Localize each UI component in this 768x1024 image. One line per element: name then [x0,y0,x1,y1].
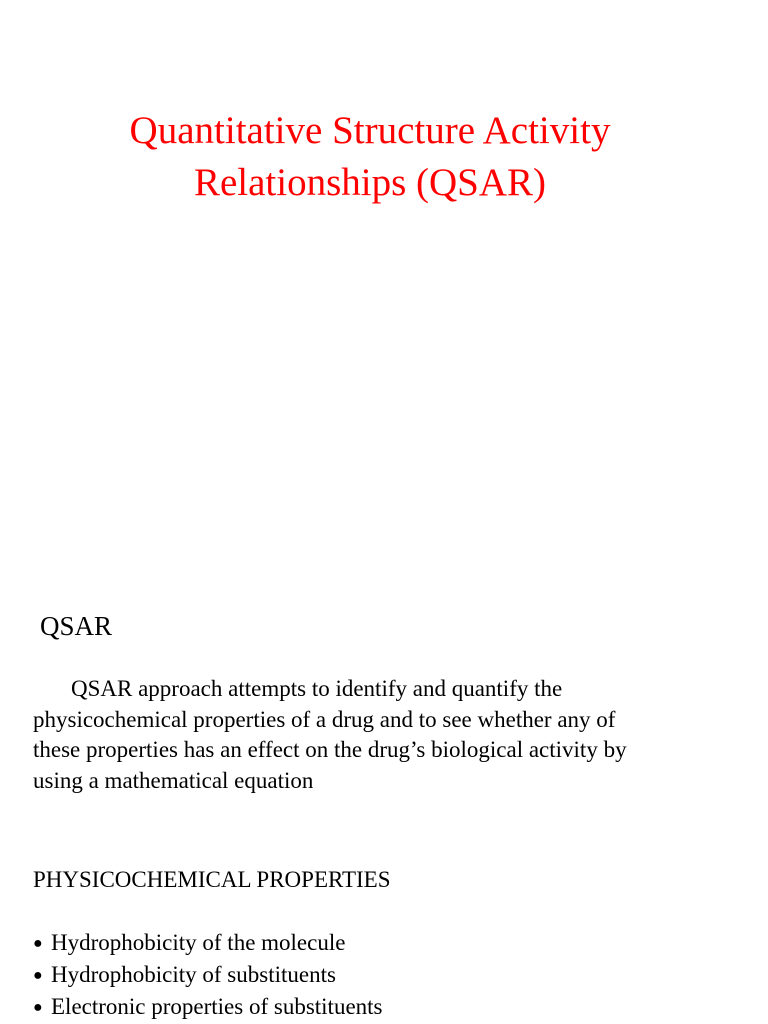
bullet-icon: ● [33,935,43,952]
description-line-3: these properties has an effect on the drug’s biological activity by [33,737,627,762]
list-item [33,927,383,959]
bullet-icon: ● [33,967,43,984]
list-item [33,991,383,1023]
properties-list [33,927,383,1023]
list-item-text: Hydrophobicity of substituents [51,962,336,987]
slide-title-line-2: Relationships (QSAR) [193,161,547,204]
properties-heading: PHYSICOCHEMICAL PROPERTIES [33,867,391,892]
list-item-text: Hydrophobicity of the molecule [51,930,346,955]
list-item [33,959,383,991]
slide-title [0,105,740,209]
list-item-text: Electronic properties of substituents [51,994,383,1019]
description-line-4: using a mathematical equation [33,767,314,793]
qsar-description [33,674,723,796]
slide-title-line-1: Quantitative Structure Activity [129,109,611,152]
description-line-2: physicochemical properties of a drug and to see whether any of [33,706,616,732]
bullet-icon: ● [33,999,43,1016]
section-heading: QSAR [40,611,113,641]
description-line-1: QSAR approach attempts to identify and quantify the [71,676,563,701]
